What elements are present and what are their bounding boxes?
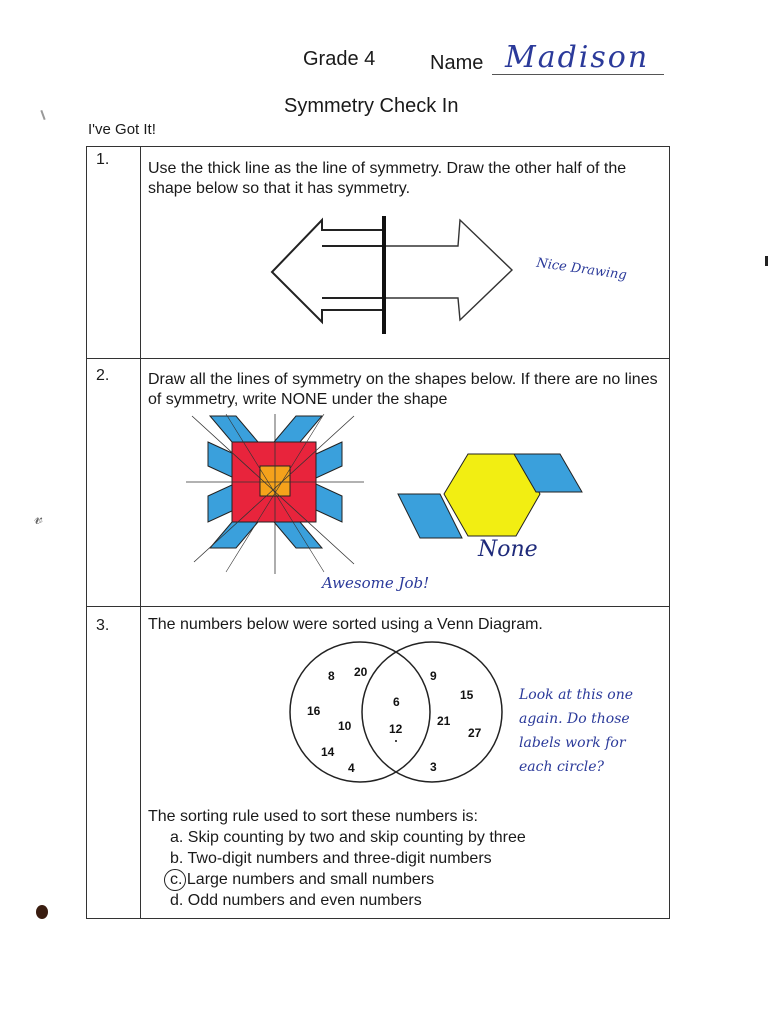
option-text: Skip counting by two and skip counting by three (187, 829, 526, 846)
option-b (170, 849, 492, 869)
q3-number: 3. (96, 617, 110, 634)
venn-number: 8 (328, 669, 335, 683)
q2-comment: Awesome Job! (322, 574, 430, 592)
q2-hexagon-shape (396, 452, 586, 542)
q2-star-shape (186, 414, 366, 574)
drawn-half-arrow (384, 220, 512, 320)
q3-text: The numbers below were sorted using a Venn Diagram. (148, 616, 543, 633)
venn-number: 3 (430, 760, 437, 774)
venn-number: 12 (389, 722, 403, 736)
q2-text: Draw all the lines of symmetry on the shapes below. If there are no lines of symmetry, write NONE under the shape (148, 371, 658, 408)
level-label: I've Got It! (88, 121, 156, 138)
option-letter: a. (170, 829, 184, 846)
name-label: Name (430, 52, 484, 74)
q1-comment: Nice Drawing (535, 255, 628, 284)
option-a (170, 828, 526, 848)
cutoff-text (420, 0, 680, 7)
page-title: Symmetry Check In (284, 95, 459, 117)
option-text: Two-digit numbers and three-digit numbers (187, 850, 492, 867)
venn-number: 15 (460, 688, 474, 702)
ink-dot (36, 905, 48, 919)
q3-comment: Look at this one again. Do those labels work for each circle? (519, 687, 633, 775)
grade-label: Grade 4 (303, 48, 376, 70)
venn-number: 9 (430, 669, 437, 683)
option-text: Odd numbers and even numbers (187, 892, 422, 909)
option-d (170, 891, 422, 911)
option-letter: c. (170, 871, 183, 888)
margin-mark (40, 110, 45, 120)
venn-number: 20 (354, 665, 368, 679)
venn-number: 4 (348, 761, 355, 775)
selected-answer-circle (164, 869, 186, 891)
venn-number: 21 (437, 714, 451, 728)
venn-number: 10 (338, 719, 352, 733)
option-text: Large numbers and small numbers (186, 871, 435, 888)
venn-number: 16 (307, 704, 321, 718)
option-letter: d. (170, 892, 184, 909)
q2-number: 2. (96, 367, 110, 384)
q1-text: Use the thick line as the line of symmetry. Draw the other half of the shape below so that it has symmetry. (148, 160, 627, 197)
q2-answer: None (478, 537, 538, 562)
q1-arrow-drawing (262, 212, 522, 342)
option-letter: b. (170, 850, 184, 867)
margin-mark-2: 𝓋 (34, 508, 43, 528)
rule-prompt: The sorting rule used to sort these numbers is: (148, 808, 478, 825)
venn-number: 14 (321, 745, 335, 759)
student-name: Madison (505, 40, 650, 75)
venn-number: 27 (468, 726, 482, 740)
venn-diagram (288, 640, 508, 784)
venn-number: 6 (393, 695, 400, 709)
q1-number: 1. (96, 151, 110, 168)
option-c (170, 870, 434, 890)
given-half-arrow (272, 220, 384, 322)
